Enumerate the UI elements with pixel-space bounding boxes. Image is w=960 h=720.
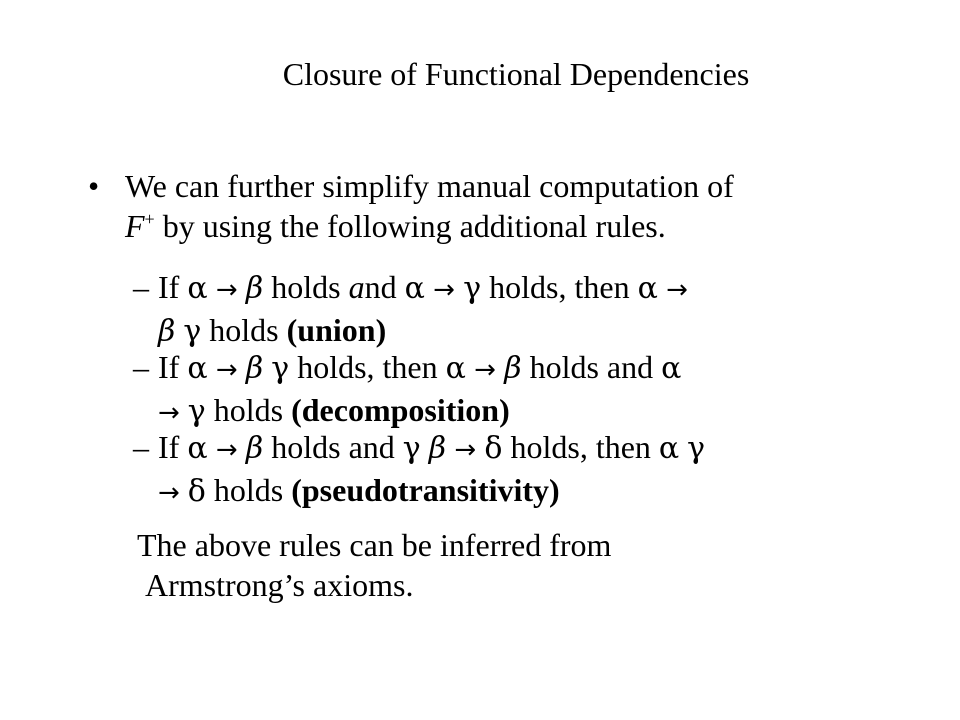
rule-name-decomposition: (decomposition) bbox=[291, 392, 510, 428]
rule-decomposition-line-2: → γ holds (decomposition) bbox=[158, 392, 510, 429]
arrow-icon: → bbox=[657, 275, 688, 305]
alpha-symbol: α bbox=[661, 351, 682, 386]
delta-symbol: δ bbox=[484, 431, 503, 466]
bullet-text bbox=[125, 166, 825, 251]
gamma-symbol: γ bbox=[687, 431, 706, 466]
arrow-icon: → bbox=[207, 355, 246, 385]
alpha-symbol: α bbox=[637, 271, 658, 306]
arrow-icon: → bbox=[446, 435, 485, 465]
beta-symbol: β bbox=[504, 351, 522, 386]
alpha-symbol: α bbox=[658, 431, 680, 466]
rule-pseudotransitivity-line-1: If α → β holds and γ β → δ holds, then α γ bbox=[158, 429, 706, 466]
rule-union-line-2: β γ holds (union) bbox=[158, 312, 387, 349]
alpha-symbol: α bbox=[445, 351, 466, 386]
arrow-icon: → bbox=[207, 435, 246, 465]
rule-union-line-1: If α → β holds and α → γ holds, then α → bbox=[158, 269, 688, 306]
bullet-line-2-text: by using the following additional rules. bbox=[154, 208, 666, 244]
gamma-symbol: γ bbox=[187, 394, 206, 429]
gamma-symbol: γ bbox=[402, 431, 421, 466]
slide-title: Closure of Functional Dependencies bbox=[282, 56, 750, 92]
arrow-icon: → bbox=[158, 398, 180, 428]
arrow-icon: → bbox=[465, 355, 505, 385]
closing-note bbox=[137, 525, 837, 605]
dash-icon: – bbox=[133, 349, 149, 385]
arrow-icon: → bbox=[207, 275, 246, 305]
rule-name-pseudotransitivity: (pseudotransitivity) bbox=[291, 472, 560, 508]
alpha-symbol: α bbox=[187, 431, 208, 466]
dash-icon: – bbox=[133, 429, 149, 465]
closure-superscript: + bbox=[144, 209, 155, 229]
rule-pseudotransitivity-line-2: → δ holds (pseudotransitivity) bbox=[158, 472, 560, 509]
alpha-symbol: α bbox=[187, 351, 208, 386]
alpha-symbol: α bbox=[187, 271, 208, 306]
beta-symbol: β bbox=[245, 351, 264, 386]
bullet-line-2 bbox=[125, 206, 825, 251]
bullet-icon: • bbox=[88, 168, 100, 204]
closing-note-line-1: The above rules can be inferred from bbox=[137, 527, 612, 563]
delta-symbol: δ bbox=[187, 474, 206, 509]
bullet-line-1: We can further simplify manual computation of bbox=[125, 168, 734, 204]
closing-note-line-2: Armstrong’s axioms. bbox=[145, 567, 414, 603]
gamma-symbol: γ bbox=[463, 271, 482, 306]
arrow-icon: → bbox=[158, 478, 180, 508]
alpha-symbol: α bbox=[404, 271, 425, 306]
beta-symbol: β bbox=[158, 314, 176, 349]
rule-name-union: (union) bbox=[286, 312, 387, 348]
gamma-symbol: γ bbox=[271, 351, 290, 386]
beta-symbol: β bbox=[245, 431, 264, 466]
rule-decomposition-line-1: If α → β γ holds, then α → β holds and α bbox=[158, 349, 682, 386]
beta-symbol: β bbox=[245, 271, 264, 306]
arrow-icon: → bbox=[424, 275, 464, 305]
gamma-symbol: γ bbox=[183, 314, 202, 349]
closure-symbol: F bbox=[125, 208, 145, 244]
beta-symbol: β bbox=[428, 431, 447, 466]
dash-icon: – bbox=[133, 269, 149, 305]
